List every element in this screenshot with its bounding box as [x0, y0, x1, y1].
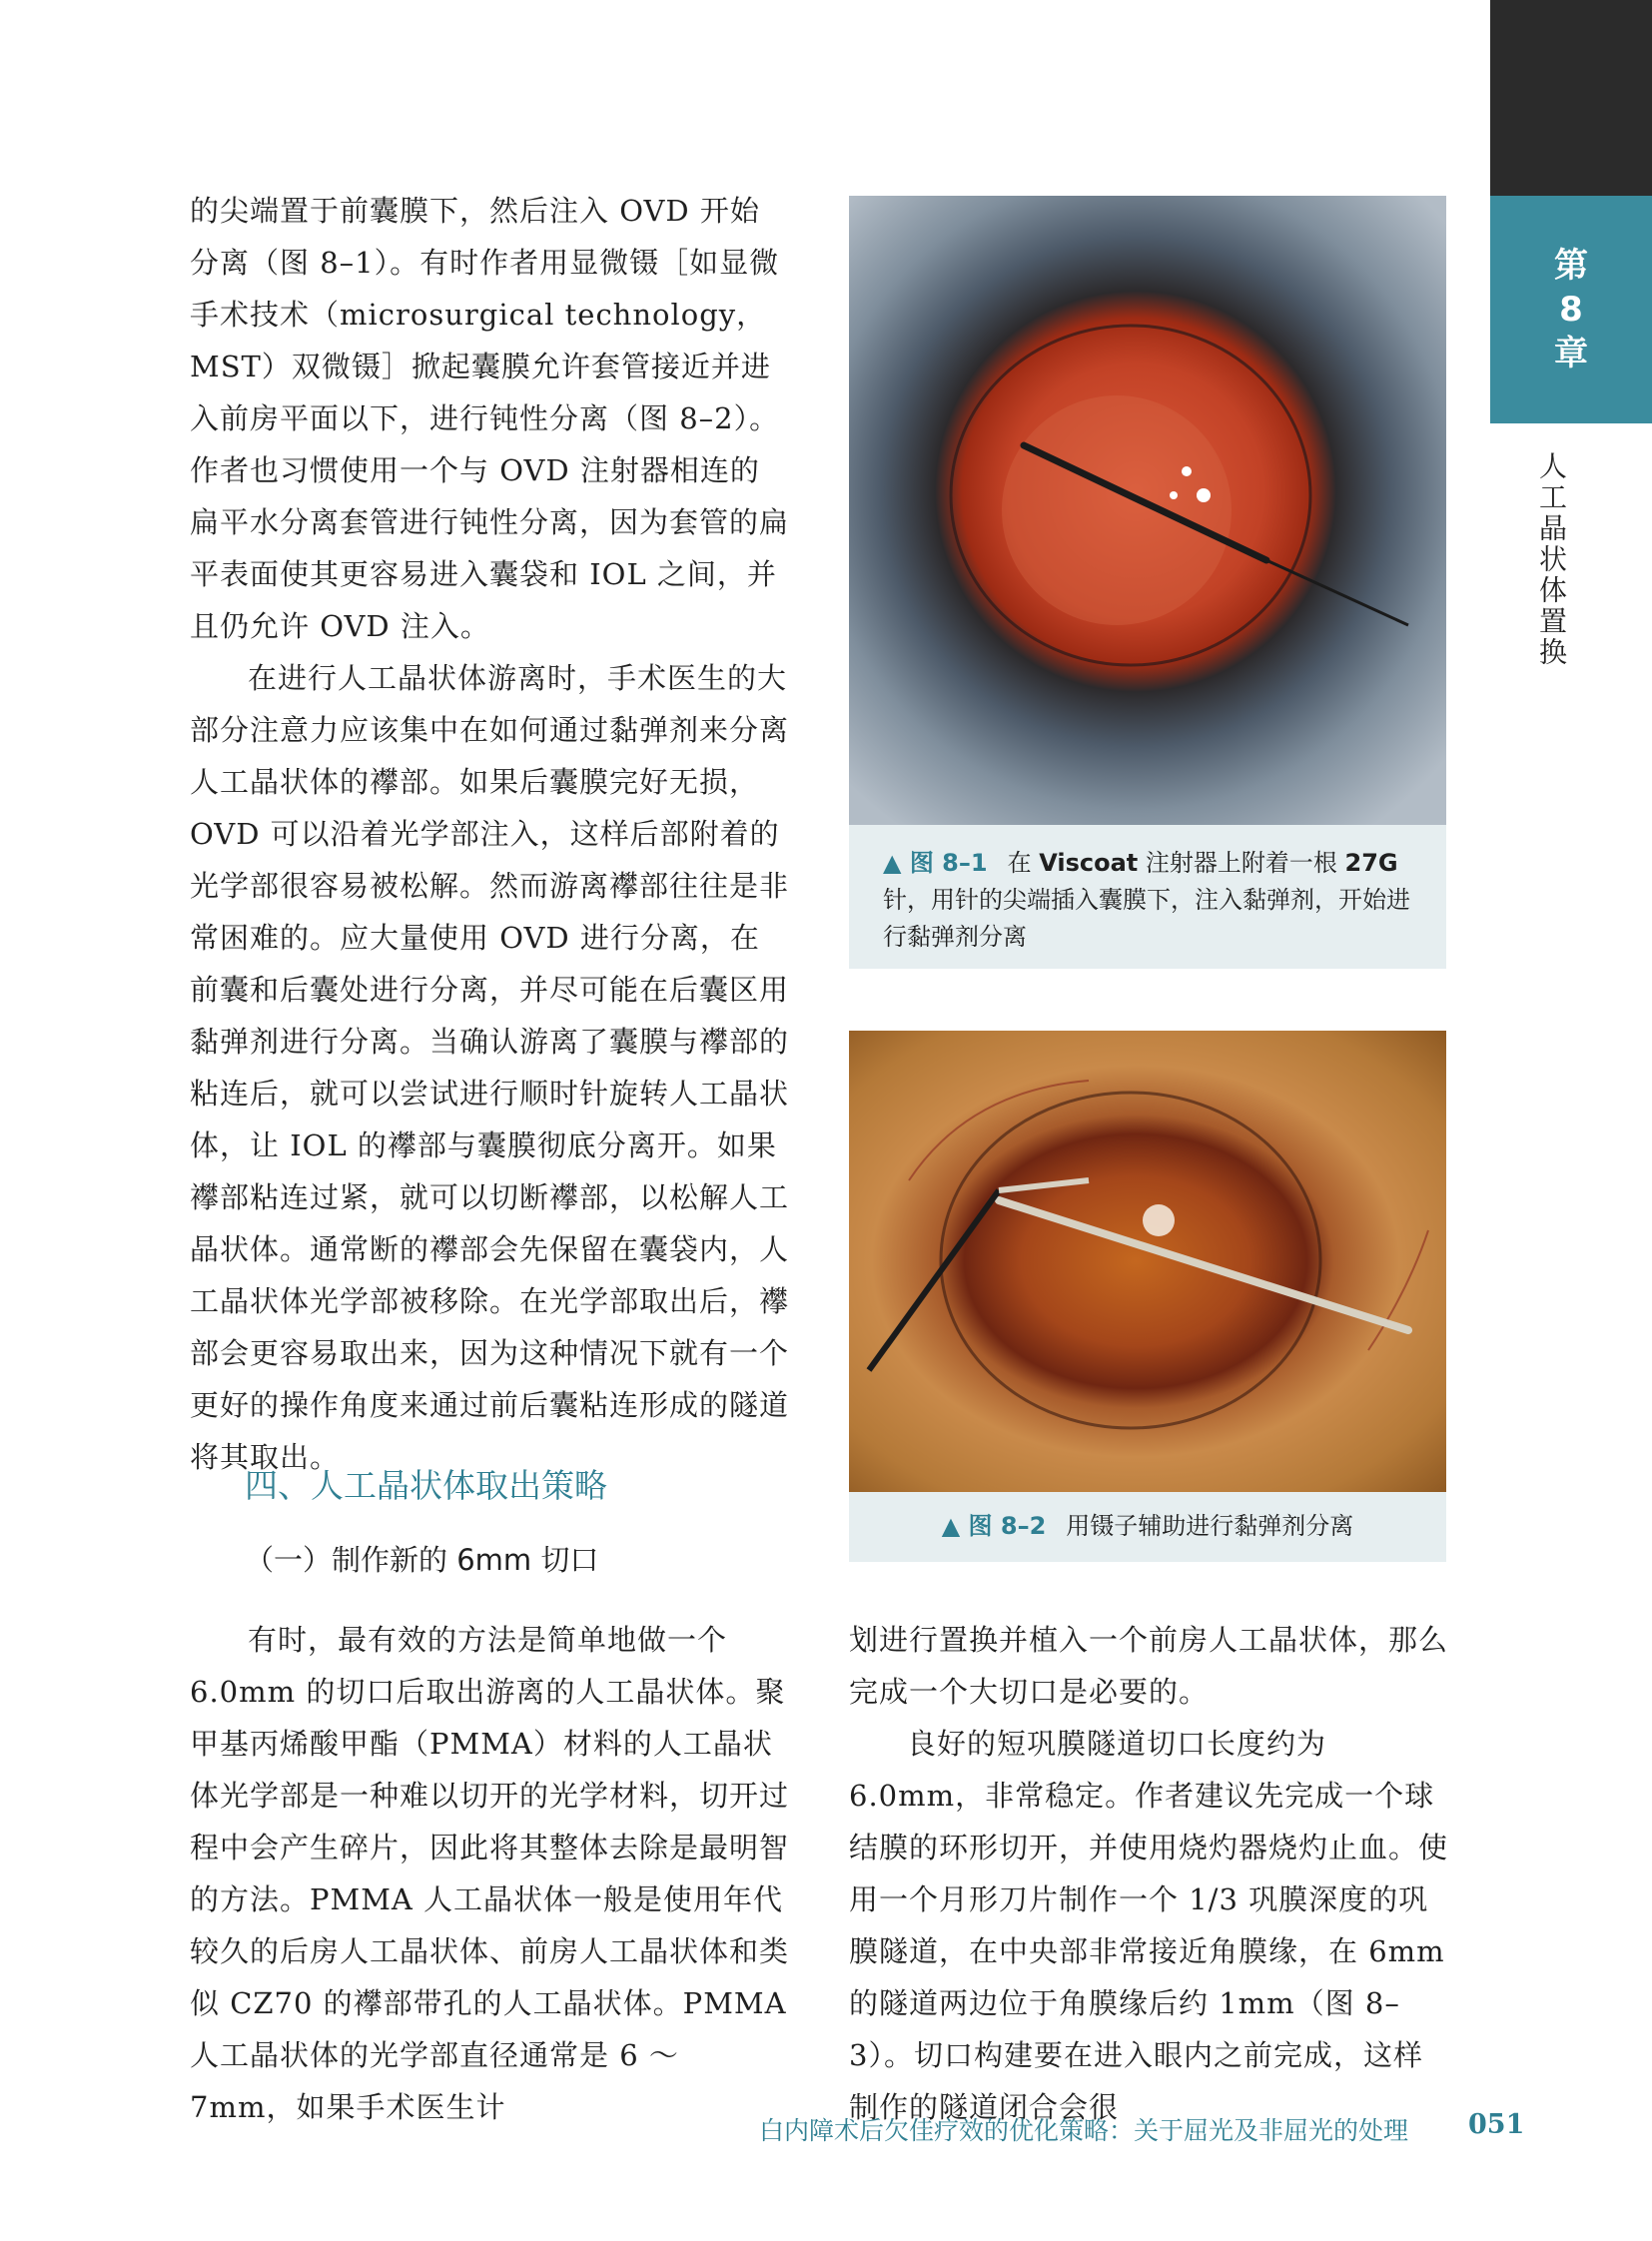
paragraph: 在进行人工晶状体游离时，手术医生的大部分注意力应该集中在如何通过黏弹剂来分离人工晶状体的襻部。如果后囊膜完好无损，OVD 可以沿着光学部注入，这样后部附着的光学部很容易被松解。然而游离襻部往往是非常困难的。应大量使用 OVD 进行分离，在前囊和后囊处进行分离，并尽可能在后囊区用黏弹剂进行分离。当确认游离了囊膜与襻部的粘连后，就可以尝试进行顺时针旋转人工晶状体，让 IOL 的襻部与囊膜彻底分离开。如果襻部粘连过紧，就可以切断襻部，以松解人工晶状体。通常断的襻部会先保留在囊袋内，人工晶状体光学部被移除。在光学部取出后，襻部会更容易取出来，因为这种情况下就有一个更好的操作角度来通过前后囊粘连形成的隧道将其取出。 — [190, 661, 790, 1474]
right-text-column — [849, 1614, 1448, 2133]
paragraph: 良好的短巩膜隧道切口长度约为 6.0mm，非常稳定。作者建议先完成一个球结膜的环形切开，并使用烧灼器烧灼止血。使用一个月形刀片制作一个 1/3 巩膜深度的巩膜隧道，在中央部非常接近角膜缘，在 6mm 的隧道两边位于角膜缘后约 1mm（图 8–3）。切口构建要在进入眼内之前完成，这样制作的隧道闭合会很 — [849, 1727, 1449, 2124]
figure-label: ▲ 图 8–1 — [883, 849, 988, 877]
page-number: 051 — [1468, 2109, 1525, 2140]
chapter-tab-dark-block — [1490, 0, 1652, 196]
chapter-side-title: 人工晶状体置换 — [1535, 451, 1568, 668]
eye-surgery-photo-2 — [849, 1031, 1446, 1492]
eye-surgery-photo-1 — [849, 196, 1446, 825]
caption-text: 用镊子辅助进行黏弹剂分离 — [1066, 1512, 1354, 1540]
section-heading: 四、人工晶状体取出策略 — [245, 1466, 607, 1505]
chapter-tab-char: 第 — [1554, 246, 1588, 286]
caption-text: 在 — [1007, 849, 1040, 877]
figure-8-1-caption — [849, 825, 1446, 969]
figure-8-1-image — [849, 196, 1446, 825]
figure-8-2-image — [849, 1031, 1446, 1492]
chapter-tab — [1490, 196, 1652, 423]
figure-label: ▲ 图 8–2 — [941, 1512, 1047, 1540]
chapter-tab-char: 章 — [1554, 334, 1588, 374]
left-text-column — [190, 185, 789, 1483]
paragraph: 有时，最有效的方法是简单地做一个 6.0mm 的切口后取出游离的人工晶状体。聚甲基丙烯酸甲酯（PMMA）材料的人工晶状体光学部是一种难以切开的光学材料，切开过程中会产生碎片，因此将其整体去除是最明智的方法。PMMA 人工晶状体一般是使用年代较久的后房人工晶状体、前房人工晶状体和类似 CZ70 的襻部带孔的人工晶状体。PMMA 人工晶状体的光学部直径通常是 6 ～ 7mm，如果手术医生计 — [190, 1623, 790, 2124]
subsection-heading: （一）制作新的 6mm 切口 — [245, 1543, 599, 1577]
paragraph: 划进行置换并植入一个前房人工晶状体，那么完成一个大切口是必要的。 — [849, 1623, 1449, 1709]
caption-text: 27G — [1344, 849, 1398, 877]
paragraph: 的尖端置于前囊膜下，然后注入 OVD 开始分离（图 8–1）。有时作者用显微镊［如显微手术技术（microsurgical technology，MST）双微镊］掀起囊膜允许套管接近并进入前房平面以下，进行钝性分离（图 8–2）。作者也习惯使用一个与 OVD 注射器相连的扁平水分离套管进行钝性分离，因为套管的扁平表面使其更容易进入囊袋和 IOL 之间，并且仍允许 OVD 注入。 — [190, 194, 790, 643]
caption-text: 注射器上附着一根 — [1138, 849, 1345, 877]
left-text-column-lower — [190, 1614, 789, 2133]
figure-8-2-caption — [849, 1492, 1446, 1562]
running-footer: 白内障术后欠佳疗效的优化策略：关于屈光及非屈光的处理 — [759, 2116, 1409, 2145]
caption-text: 针，用针的尖端插入囊膜下，注入黏弹剂，开始进行黏弹剂分离 — [883, 886, 1410, 951]
caption-text: Viscoat — [1039, 849, 1139, 877]
chapter-tab-char: 8 — [1559, 290, 1583, 330]
